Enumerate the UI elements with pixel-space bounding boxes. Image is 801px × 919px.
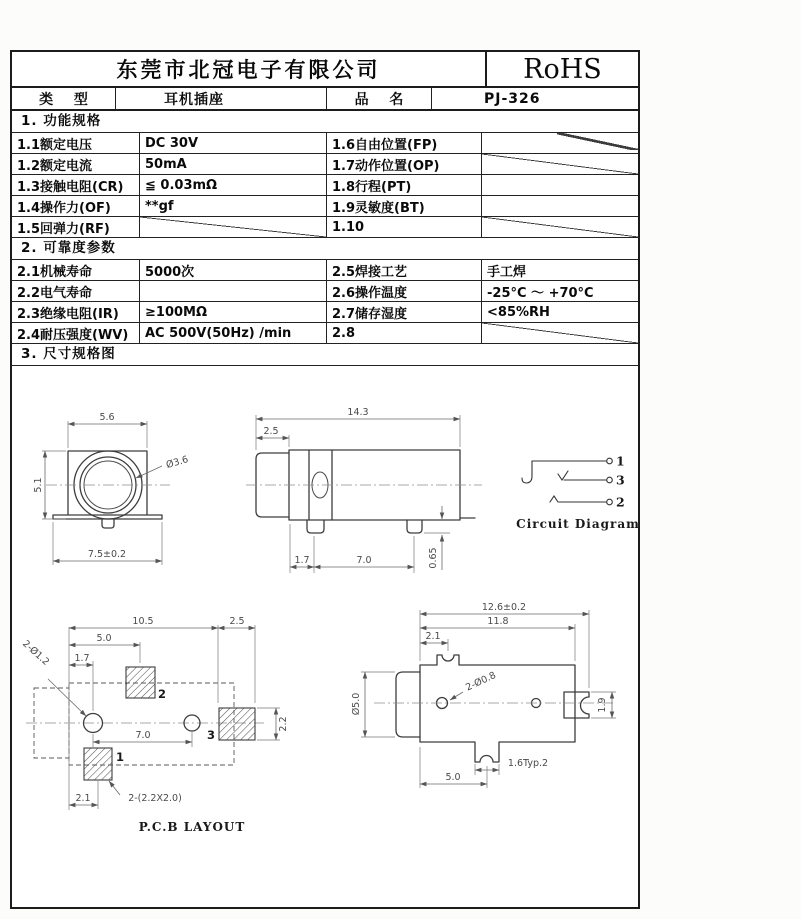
dimension-drawings [12,367,638,907]
side-dim-length: 14.3 [347,407,369,418]
spec-row-2 [12,154,638,175]
product-name-value: PJ-326 [484,90,541,107]
spec-label: 2.3绝缘电阻(IR) [12,302,140,322]
pcb-pad-size-label: 2-(2.2X2.0) [128,793,182,804]
pcb-dim-22: 2.2 [278,716,289,732]
spec-label: 2.6操作温度 [327,281,482,301]
top-dim-126: 12.6±0.2 [481,602,527,613]
rel-row-3 [12,302,638,323]
pcb-pad-1-label: 1 [115,750,125,764]
company-name: 东莞市北冠电子有限公司 [116,58,381,82]
side-dim-pin1: 1.7 [294,555,310,566]
top-dim-19: 1.9 [597,697,608,713]
spec-label: 1.3接触电阻(CR) [12,175,140,195]
spec-label: 2.8 [327,323,482,343]
spec-label: 2.7储存湿度 [327,302,482,322]
pcb-dim-25: 2.5 [229,616,245,627]
spec-label: 1.7动作位置(OP) [327,154,482,174]
product-name-label: 品 名 [327,88,432,109]
spec-value: 5000次 [140,260,327,280]
pcb-dim-17: 1.7 [74,653,90,664]
spec-label: 1.6自由位置(FP) [327,133,482,153]
type-value: 耳机插座 [116,88,327,109]
type-row [12,88,638,111]
spec-value: ≥100MΩ [140,302,327,322]
rohs-badge: RoHS [485,52,638,86]
spec-row-5 [12,217,638,238]
spec-value-empty [482,323,638,343]
page-border [10,50,640,909]
spec-value-empty [482,175,638,195]
spec-value: 手工焊 [487,264,527,280]
spec-value-empty [482,196,638,216]
drawings-svg [12,367,638,907]
pcb-dim-70: 7.0 [135,730,151,741]
top-dim-50: 5.0 [445,772,461,783]
spec-value-empty [140,217,327,237]
top-dim-16: 1.6Typ.2 [507,758,549,769]
top-hole-diameter-label: 2-Ø0.8 [464,669,498,694]
spec-label: 1.10 [327,217,482,237]
pcb-pad-3-label: 3 [206,728,216,742]
spec-label: 1.5回弹力(RF) [12,217,140,237]
pcb-dim-50: 5.0 [96,633,112,644]
circuit-diagram-caption: Circuit Diagram [516,517,638,531]
pcb-dim-105: 10.5 [132,616,154,627]
spec-label: 1.8行程(PT) [327,175,482,195]
front-hole-diameter-label: Ø3.6 [164,454,190,471]
section-1-title: 1. 功能规格 [12,111,638,133]
spec-label: 1.1额定电压 [12,133,140,153]
circuit-terminal-3: 3 [616,472,625,488]
spec-row-3 [12,175,638,196]
top-dim-118: 11.8 [487,616,509,627]
spec-value: <85%RH [487,304,550,320]
top-dim-d50: Ø5.0 [351,692,362,716]
top-dim-21: 2.1 [425,631,441,642]
circuit-diagram [516,454,638,532]
spec-label: 1.9灵敏度(BT) [327,196,482,216]
spec-label: 2.2电气寿命 [12,281,140,301]
spec-label: 2.5焊接工艺 [327,260,482,280]
spec-label: 1.4操作力(OF) [12,196,140,216]
spec-value: ≦ 0.03mΩ [140,175,327,195]
side-dim-front: 2.5 [263,426,279,437]
spec-value: **gf [140,196,327,216]
rel-row-2 [12,281,638,302]
spec-value: AC 500V(50Hz) /min [140,323,327,343]
rel-row-1 [12,260,638,281]
spec-value-empty [482,217,638,237]
spec-value: DC 30V [140,133,327,153]
spec-value-empty [482,154,638,174]
spec-value: -25°C ～ +70°C [487,285,594,301]
circuit-terminal-1: 1 [616,453,625,469]
spec-label: 2.1机械寿命 [12,260,140,280]
front-dim-width-top: 5.6 [99,412,115,423]
spec-value-empty [482,133,638,153]
section-2-title: 2. 可靠度参数 [12,238,638,260]
front-view-drawing [33,412,190,565]
side-dim-standoff: 0.65 [428,547,439,569]
pcb-dim-21: 2.1 [75,793,91,804]
pcb-layout-drawing [20,616,289,834]
pcb-pad-2-label: 2 [157,687,167,701]
pcb-layout-caption: P.C.B LAYOUT [138,820,246,834]
spec-label: 1.2额定电流 [12,154,140,174]
spec-row-1 [12,133,638,154]
side-dim-pitch: 7.0 [356,555,372,566]
spec-row-4 [12,196,638,217]
spec-value-empty [140,281,327,301]
rel-row-4 [12,323,638,344]
front-dim-width-bottom: 7.5±0.2 [87,549,127,560]
side-view-drawing [246,407,482,573]
section-3-title: 3. 尺寸规格图 [12,344,638,366]
circuit-terminal-2: 2 [616,494,625,510]
spec-label: 2.4耐压强度(WV) [12,323,140,343]
pcb-hole-diameter-label: 2-Ø1.2 [20,638,52,668]
spec-value: 50mA [140,154,327,174]
front-dim-height: 5.1 [33,477,44,493]
header-row [12,52,638,88]
type-label: 类 型 [12,88,116,109]
top-view-drawing [351,602,616,788]
